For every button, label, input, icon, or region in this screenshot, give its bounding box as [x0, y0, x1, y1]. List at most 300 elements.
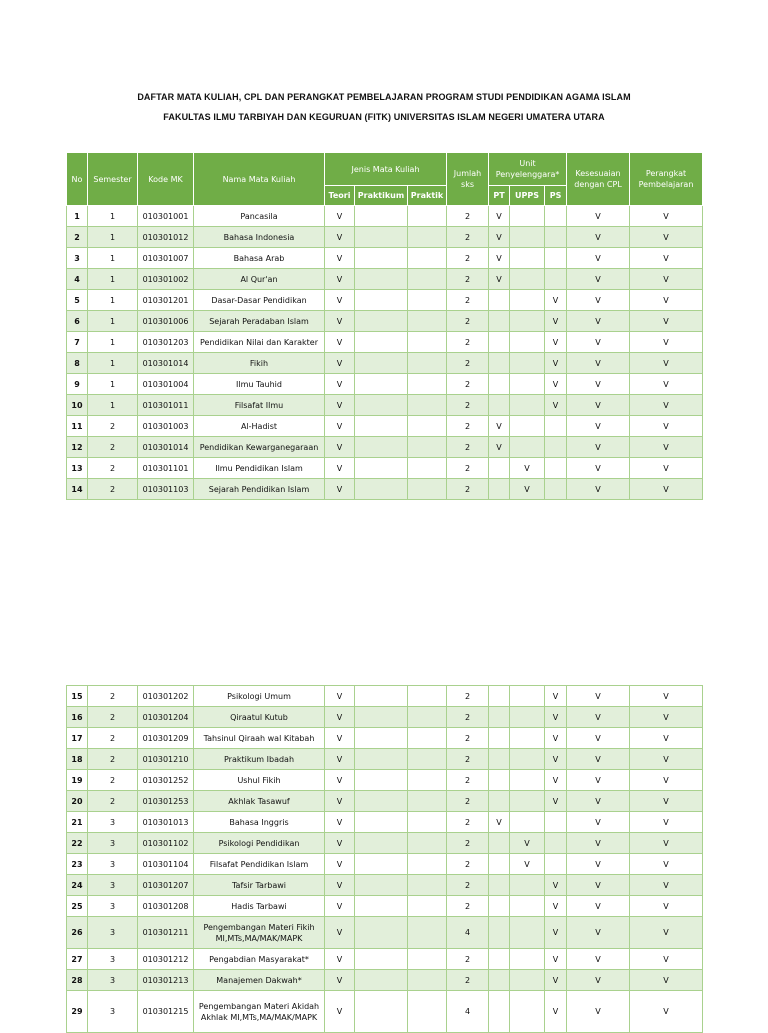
- document-title: DAFTAR MATA KULIAH, CPL DAN PERANGKAT PEMBELAJARAN PROGRAM STUDI PENDIDIKAN AGAMA ISLAM: [137, 92, 631, 102]
- cell-kode-mk: 010301012: [138, 227, 194, 248]
- cell-ps: V: [545, 770, 567, 791]
- cell-jumlah-sks: 2: [447, 290, 489, 311]
- cell-no: 28: [67, 970, 88, 991]
- cell-kode-mk: 010301209: [138, 728, 194, 749]
- cell-upps: [510, 728, 545, 749]
- cell-praktikum: [355, 437, 408, 458]
- cell-praktik: [408, 395, 447, 416]
- cell-perangkat: V: [630, 854, 703, 875]
- cell-praktikum: [355, 854, 408, 875]
- cell-upps: [510, 206, 545, 227]
- cell-ps: V: [545, 791, 567, 812]
- document-subtitle: FAKULTAS ILMU TARBIYAH DAN KEGURUAN (FITK) UNIVERSITAS ISLAM NEGERI UMATERA UTARA: [163, 112, 605, 122]
- course-table-part-2: [66, 685, 703, 1033]
- cell-ps: V: [545, 728, 567, 749]
- cell-praktik: [408, 770, 447, 791]
- cell-no: 19: [67, 770, 88, 791]
- cell-kesesuaian-cpl: V: [567, 707, 630, 728]
- cell-pt: [489, 290, 510, 311]
- cell-kode-mk: 010301102: [138, 833, 194, 854]
- cell-ps: V: [545, 707, 567, 728]
- cell-kode-mk: 010301014: [138, 353, 194, 374]
- cell-jumlah-sks: 2: [447, 458, 489, 479]
- table-row: [67, 395, 703, 416]
- cell-ps: [545, 416, 567, 437]
- cell-kode-mk: 010301004: [138, 374, 194, 395]
- cell-teori: V: [325, 833, 355, 854]
- cell-jumlah-sks: 2: [447, 812, 489, 833]
- cell-praktikum: [355, 812, 408, 833]
- cell-pt: [489, 749, 510, 770]
- cell-praktikum: [355, 833, 408, 854]
- cell-praktik: [408, 812, 447, 833]
- cell-nama-mata-kuliah: Praktikum Ibadah: [194, 749, 325, 770]
- cell-ps: [545, 458, 567, 479]
- cell-perangkat: V: [630, 206, 703, 227]
- cell-upps: [510, 416, 545, 437]
- cell-semester: 1: [88, 332, 138, 353]
- cell-perangkat: V: [630, 970, 703, 991]
- cell-teori: V: [325, 917, 355, 949]
- cell-nama-mata-kuliah: Bahasa Arab: [194, 248, 325, 269]
- table-row: [67, 416, 703, 437]
- cell-praktik: [408, 728, 447, 749]
- cell-nama-mata-kuliah: Filsafat Pendidikan Islam: [194, 854, 325, 875]
- cell-teori: V: [325, 875, 355, 896]
- cell-perangkat: V: [630, 437, 703, 458]
- cell-pt: [489, 854, 510, 875]
- cell-teori: V: [325, 248, 355, 269]
- cell-pt: [489, 770, 510, 791]
- header-upps: UPPS: [510, 186, 545, 206]
- cell-semester: 3: [88, 991, 138, 1033]
- cell-kode-mk: 010301007: [138, 248, 194, 269]
- cell-upps: [510, 290, 545, 311]
- cell-kesesuaian-cpl: V: [567, 458, 630, 479]
- cell-praktik: [408, 437, 447, 458]
- cell-kode-mk: 010301201: [138, 290, 194, 311]
- cell-jumlah-sks: 2: [447, 353, 489, 374]
- table-row: [67, 458, 703, 479]
- cell-no: 14: [67, 479, 88, 500]
- cell-pt: [489, 917, 510, 949]
- cell-nama-mata-kuliah: Fikih: [194, 353, 325, 374]
- cell-pt: V: [489, 416, 510, 437]
- cell-kode-mk: 010301202: [138, 686, 194, 707]
- cell-teori: V: [325, 791, 355, 812]
- cell-praktikum: [355, 227, 408, 248]
- cell-pt: [489, 970, 510, 991]
- header-pt: PT: [489, 186, 510, 206]
- cell-jumlah-sks: 2: [447, 311, 489, 332]
- cell-semester: 3: [88, 896, 138, 917]
- table-row: [67, 437, 703, 458]
- cell-upps: [510, 686, 545, 707]
- cell-no: 27: [67, 949, 88, 970]
- cell-no: 12: [67, 437, 88, 458]
- cell-semester: 2: [88, 458, 138, 479]
- cell-pt: [489, 833, 510, 854]
- table-row: [67, 311, 703, 332]
- cell-praktik: [408, 917, 447, 949]
- cell-praktik: [408, 206, 447, 227]
- cell-perangkat: V: [630, 374, 703, 395]
- cell-jumlah-sks: 2: [447, 949, 489, 970]
- cell-pt: [489, 332, 510, 353]
- cell-no: 16: [67, 707, 88, 728]
- cell-perangkat: V: [630, 707, 703, 728]
- cell-kode-mk: 010301011: [138, 395, 194, 416]
- cell-teori: V: [325, 991, 355, 1033]
- cell-pt: [489, 896, 510, 917]
- cell-no: 21: [67, 812, 88, 833]
- cell-pt: [489, 991, 510, 1033]
- cell-teori: V: [325, 290, 355, 311]
- cell-kode-mk: 010301104: [138, 854, 194, 875]
- cell-ps: V: [545, 395, 567, 416]
- cell-semester: 2: [88, 479, 138, 500]
- cell-ps: [545, 833, 567, 854]
- cell-semester: 3: [88, 949, 138, 970]
- cell-semester: 1: [88, 227, 138, 248]
- cell-teori: V: [325, 770, 355, 791]
- cell-jumlah-sks: 2: [447, 686, 489, 707]
- table-row: [67, 707, 703, 728]
- cell-nama-mata-kuliah: Pendidikan Nilai dan Karakter: [194, 332, 325, 353]
- cell-semester: 1: [88, 311, 138, 332]
- header-semester: Semester: [88, 153, 138, 206]
- cell-no: 23: [67, 854, 88, 875]
- cell-ps: V: [545, 332, 567, 353]
- cell-teori: V: [325, 311, 355, 332]
- cell-ps: V: [545, 749, 567, 770]
- cell-nama-mata-kuliah: Pendidikan Kewarganegaraan: [194, 437, 325, 458]
- cell-upps: [510, 437, 545, 458]
- cell-kesesuaian-cpl: V: [567, 970, 630, 991]
- cell-semester: 1: [88, 290, 138, 311]
- cell-no: 10: [67, 395, 88, 416]
- cell-teori: V: [325, 206, 355, 227]
- cell-ps: V: [545, 949, 567, 970]
- cell-pt: [489, 395, 510, 416]
- cell-kesesuaian-cpl: V: [567, 248, 630, 269]
- cell-ps: V: [545, 917, 567, 949]
- table-row: [67, 332, 703, 353]
- cell-pt: [489, 311, 510, 332]
- cell-no: 24: [67, 875, 88, 896]
- cell-perangkat: V: [630, 791, 703, 812]
- cell-upps: [510, 949, 545, 970]
- cell-pt: [489, 728, 510, 749]
- cell-praktikum: [355, 728, 408, 749]
- cell-perangkat: V: [630, 812, 703, 833]
- cell-semester: 3: [88, 917, 138, 949]
- header-kode-mk: Kode MK: [138, 153, 194, 206]
- cell-no: 22: [67, 833, 88, 854]
- cell-jumlah-sks: 2: [447, 437, 489, 458]
- cell-jumlah-sks: 2: [447, 374, 489, 395]
- header-unit-penyelenggara: Unit Penyelenggara*: [489, 153, 567, 186]
- cell-jumlah-sks: 2: [447, 269, 489, 290]
- cell-semester: 2: [88, 749, 138, 770]
- table-row: [67, 206, 703, 227]
- cell-nama-mata-kuliah: Pengembangan Materi Fikih MI,MTs,MA/MAK/MAPK: [194, 917, 325, 949]
- cell-perangkat: V: [630, 749, 703, 770]
- cell-praktik: [408, 374, 447, 395]
- table-row: [67, 248, 703, 269]
- cell-nama-mata-kuliah: Qiraatul Kutub: [194, 707, 325, 728]
- cell-ps: V: [545, 875, 567, 896]
- cell-semester: 2: [88, 437, 138, 458]
- cell-semester: 3: [88, 970, 138, 991]
- cell-ps: [545, 479, 567, 500]
- cell-semester: 1: [88, 206, 138, 227]
- cell-pt: [489, 875, 510, 896]
- table-row: [67, 896, 703, 917]
- table-row: [67, 812, 703, 833]
- cell-kesesuaian-cpl: V: [567, 416, 630, 437]
- cell-kesesuaian-cpl: V: [567, 812, 630, 833]
- cell-pt: [489, 479, 510, 500]
- cell-nama-mata-kuliah: Bahasa Indonesia: [194, 227, 325, 248]
- cell-kode-mk: 010301207: [138, 875, 194, 896]
- cell-praktik: [408, 332, 447, 353]
- cell-teori: V: [325, 353, 355, 374]
- cell-kode-mk: 010301101: [138, 458, 194, 479]
- cell-upps: V: [510, 479, 545, 500]
- cell-upps: [510, 395, 545, 416]
- table-row: [67, 749, 703, 770]
- cell-nama-mata-kuliah: Dasar-Dasar Pendidikan: [194, 290, 325, 311]
- cell-praktikum: [355, 949, 408, 970]
- cell-upps: [510, 770, 545, 791]
- cell-nama-mata-kuliah: Akhlak Tasawuf: [194, 791, 325, 812]
- cell-nama-mata-kuliah: Pengabdian Masyarakat*: [194, 949, 325, 970]
- cell-nama-mata-kuliah: Manajemen Dakwah*: [194, 970, 325, 991]
- cell-kode-mk: 010301003: [138, 416, 194, 437]
- cell-praktik: [408, 269, 447, 290]
- cell-praktikum: [355, 896, 408, 917]
- header-kesesuaian-cpl: Kesesuaian dengan CPL: [567, 153, 630, 206]
- table-row: [67, 686, 703, 707]
- cell-kode-mk: 010301204: [138, 707, 194, 728]
- cell-ps: V: [545, 970, 567, 991]
- cell-praktikum: [355, 686, 408, 707]
- cell-praktikum: [355, 416, 408, 437]
- cell-nama-mata-kuliah: Ilmu Tauhid: [194, 374, 325, 395]
- cell-upps: V: [510, 458, 545, 479]
- cell-kesesuaian-cpl: V: [567, 949, 630, 970]
- header-teori: Teori: [325, 186, 355, 206]
- cell-no: 25: [67, 896, 88, 917]
- cell-teori: V: [325, 269, 355, 290]
- cell-no: 18: [67, 749, 88, 770]
- cell-teori: V: [325, 227, 355, 248]
- cell-perangkat: V: [630, 896, 703, 917]
- cell-perangkat: V: [630, 949, 703, 970]
- cell-perangkat: V: [630, 416, 703, 437]
- cell-semester: 1: [88, 269, 138, 290]
- cell-ps: [545, 812, 567, 833]
- cell-praktikum: [355, 311, 408, 332]
- cell-no: 15: [67, 686, 88, 707]
- cell-perangkat: V: [630, 458, 703, 479]
- cell-pt: [489, 353, 510, 374]
- cell-nama-mata-kuliah: Filsafat Ilmu: [194, 395, 325, 416]
- cell-perangkat: V: [630, 686, 703, 707]
- cell-teori: V: [325, 374, 355, 395]
- cell-praktik: [408, 707, 447, 728]
- cell-nama-mata-kuliah: Psikologi Pendidikan: [194, 833, 325, 854]
- cell-jumlah-sks: 2: [447, 206, 489, 227]
- cell-teori: V: [325, 395, 355, 416]
- cell-jumlah-sks: 4: [447, 991, 489, 1033]
- cell-perangkat: V: [630, 991, 703, 1033]
- cell-upps: [510, 311, 545, 332]
- cell-jumlah-sks: 2: [447, 416, 489, 437]
- cell-praktik: [408, 416, 447, 437]
- cell-kesesuaian-cpl: V: [567, 686, 630, 707]
- cell-nama-mata-kuliah: Pancasila: [194, 206, 325, 227]
- cell-no: 20: [67, 791, 88, 812]
- cell-semester: 3: [88, 833, 138, 854]
- table-row: [67, 353, 703, 374]
- cell-upps: [510, 791, 545, 812]
- cell-teori: V: [325, 686, 355, 707]
- cell-pt: [489, 686, 510, 707]
- table-row: [67, 949, 703, 970]
- cell-nama-mata-kuliah: Bahasa Inggris: [194, 812, 325, 833]
- cell-kesesuaian-cpl: V: [567, 290, 630, 311]
- cell-kesesuaian-cpl: V: [567, 875, 630, 896]
- cell-jumlah-sks: 2: [447, 248, 489, 269]
- cell-upps: [510, 707, 545, 728]
- cell-teori: V: [325, 728, 355, 749]
- cell-no: 5: [67, 290, 88, 311]
- cell-nama-mata-kuliah: Pengembangan Materi Akidah Akhlak MI,MTs,MA/MAK/MAPK: [194, 991, 325, 1033]
- cell-ps: [545, 248, 567, 269]
- cell-perangkat: V: [630, 290, 703, 311]
- cell-ps: [545, 269, 567, 290]
- cell-ps: [545, 227, 567, 248]
- cell-perangkat: V: [630, 770, 703, 791]
- cell-no: 17: [67, 728, 88, 749]
- cell-kesesuaian-cpl: V: [567, 311, 630, 332]
- cell-praktikum: [355, 206, 408, 227]
- cell-praktikum: [355, 875, 408, 896]
- cell-praktikum: [355, 374, 408, 395]
- cell-upps: [510, 227, 545, 248]
- cell-no: 13: [67, 458, 88, 479]
- table-row: [67, 479, 703, 500]
- cell-praktik: [408, 227, 447, 248]
- cell-praktikum: [355, 970, 408, 991]
- cell-nama-mata-kuliah: Psikologi Umum: [194, 686, 325, 707]
- cell-kesesuaian-cpl: V: [567, 479, 630, 500]
- cell-jumlah-sks: 2: [447, 896, 489, 917]
- cell-pt: V: [489, 206, 510, 227]
- cell-jumlah-sks: 2: [447, 707, 489, 728]
- cell-no: 26: [67, 917, 88, 949]
- cell-praktik: [408, 686, 447, 707]
- cell-kode-mk: 010301203: [138, 332, 194, 353]
- cell-jumlah-sks: 2: [447, 791, 489, 812]
- cell-pt: [489, 949, 510, 970]
- cell-kesesuaian-cpl: V: [567, 749, 630, 770]
- cell-kesesuaian-cpl: V: [567, 269, 630, 290]
- cell-praktikum: [355, 791, 408, 812]
- cell-praktikum: [355, 290, 408, 311]
- cell-ps: V: [545, 374, 567, 395]
- cell-perangkat: V: [630, 248, 703, 269]
- cell-pt: V: [489, 812, 510, 833]
- cell-no: 3: [67, 248, 88, 269]
- cell-nama-mata-kuliah: Sejarah Peradaban Islam: [194, 311, 325, 332]
- cell-jumlah-sks: 2: [447, 970, 489, 991]
- cell-jumlah-sks: 2: [447, 728, 489, 749]
- cell-praktikum: [355, 269, 408, 290]
- cell-ps: [545, 206, 567, 227]
- cell-ps: [545, 854, 567, 875]
- cell-semester: 1: [88, 248, 138, 269]
- cell-kesesuaian-cpl: V: [567, 770, 630, 791]
- cell-kesesuaian-cpl: V: [567, 991, 630, 1033]
- cell-praktikum: [355, 395, 408, 416]
- cell-nama-mata-kuliah: Al-Hadist: [194, 416, 325, 437]
- cell-praktikum: [355, 248, 408, 269]
- cell-praktikum: [355, 458, 408, 479]
- cell-upps: [510, 970, 545, 991]
- cell-no: 9: [67, 374, 88, 395]
- cell-jumlah-sks: 2: [447, 875, 489, 896]
- cell-perangkat: V: [630, 833, 703, 854]
- table-row: [67, 374, 703, 395]
- cell-upps: V: [510, 833, 545, 854]
- cell-ps: V: [545, 686, 567, 707]
- cell-praktikum: [355, 917, 408, 949]
- cell-pt: [489, 791, 510, 812]
- cell-semester: 2: [88, 791, 138, 812]
- cell-kesesuaian-cpl: V: [567, 917, 630, 949]
- cell-jumlah-sks: 2: [447, 227, 489, 248]
- cell-perangkat: V: [630, 227, 703, 248]
- cell-kode-mk: 010301103: [138, 479, 194, 500]
- cell-kode-mk: 010301212: [138, 949, 194, 970]
- cell-semester: 3: [88, 854, 138, 875]
- cell-kesesuaian-cpl: V: [567, 332, 630, 353]
- cell-upps: [510, 749, 545, 770]
- cell-praktik: [408, 991, 447, 1033]
- cell-praktikum: [355, 991, 408, 1033]
- cell-no: 6: [67, 311, 88, 332]
- cell-pt: [489, 374, 510, 395]
- table-row: [67, 833, 703, 854]
- cell-praktik: [408, 896, 447, 917]
- cell-semester: 2: [88, 728, 138, 749]
- cell-ps: V: [545, 353, 567, 374]
- cell-ps: [545, 437, 567, 458]
- course-table-part-1: [66, 152, 703, 500]
- header-praktikum: Praktikum: [355, 186, 408, 206]
- cell-praktik: [408, 458, 447, 479]
- cell-nama-mata-kuliah: Tafsir Tarbawi: [194, 875, 325, 896]
- cell-jumlah-sks: 2: [447, 332, 489, 353]
- cell-pt: V: [489, 437, 510, 458]
- header-nama-mata-kuliah: Nama Mata Kuliah: [194, 153, 325, 206]
- cell-semester: 2: [88, 416, 138, 437]
- cell-upps: [510, 875, 545, 896]
- cell-praktik: [408, 353, 447, 374]
